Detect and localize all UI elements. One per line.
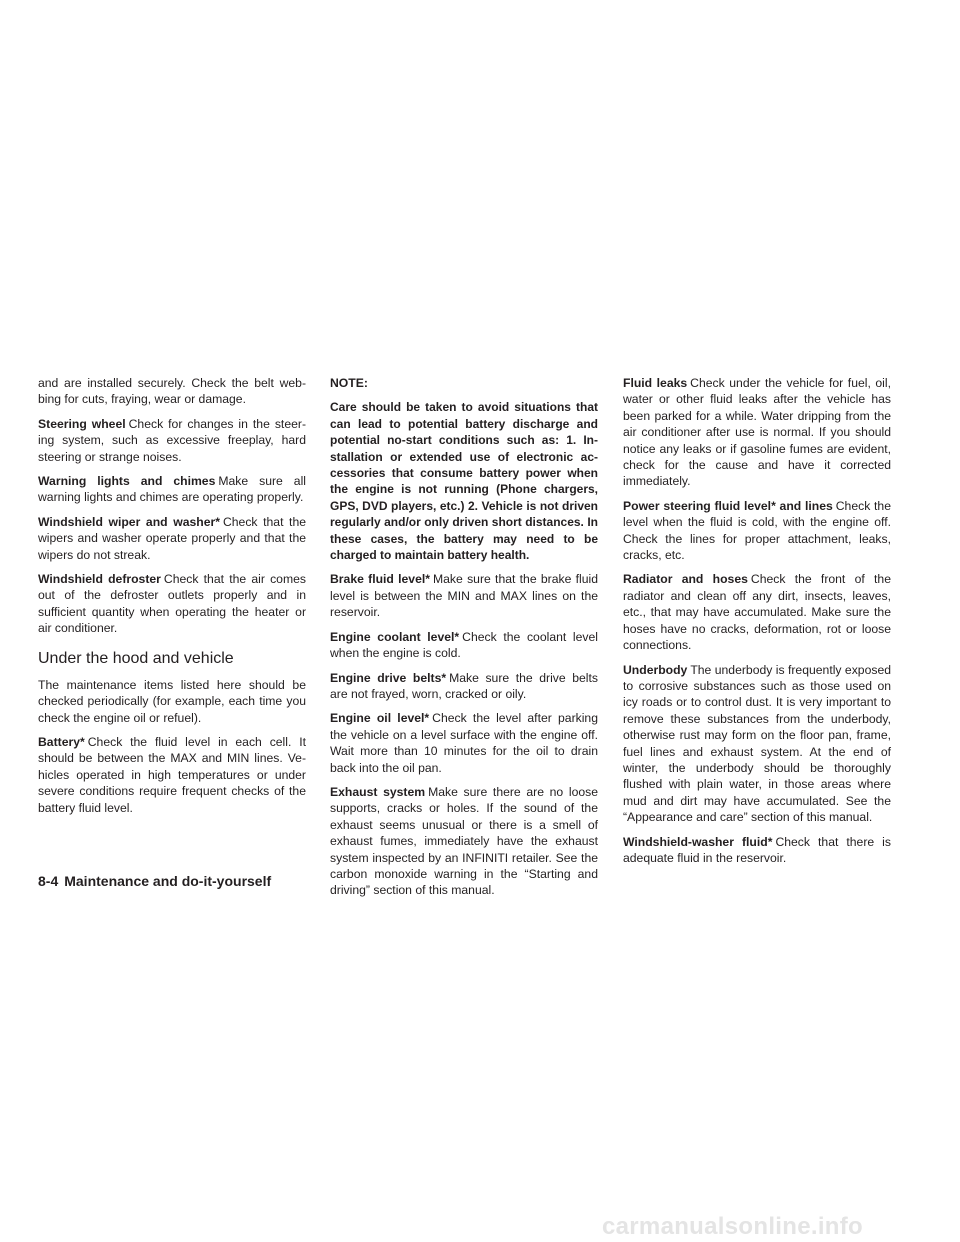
item-engine-drive-belts bbox=[330, 670, 598, 703]
item-title: Engine oil level* bbox=[330, 711, 430, 726]
footer-section-title: Maintenance and do-it-yourself bbox=[64, 873, 272, 889]
item-text: Check the coolant level when the engine is cold. bbox=[330, 629, 598, 661]
item-steering-wheel bbox=[38, 416, 306, 465]
column-1 bbox=[38, 375, 306, 824]
column-2 bbox=[330, 375, 598, 907]
item-text: Check for changes in the steering system, such as excessive freeplay, hard steering or strange noises. bbox=[38, 416, 306, 464]
item-exhaust-system bbox=[330, 784, 598, 899]
continued-paragraph: and are installed securely. Check the belt webbing for cuts, fraying, wear or damage. bbox=[38, 376, 306, 407]
item-text: Make sure all warning lights and chimes are operating properly. bbox=[38, 474, 306, 505]
item-windshield-wiper bbox=[38, 514, 306, 563]
item-text: Check the fluid level in each cell. It should be between the MAX and MIN lines. Vehicles operated in high temperatures or under severe conditions require frequent checks of the battery fluid level. bbox=[38, 734, 306, 815]
item-fluid-leaks bbox=[623, 375, 891, 490]
item-engine-oil bbox=[330, 710, 598, 776]
item-text: Make sure the drive belts are not frayed, worn, cracked or oily. bbox=[330, 670, 598, 701]
item-underbody bbox=[623, 662, 891, 826]
page-number: 8-4 bbox=[38, 873, 59, 889]
item-title: Fluid leaks bbox=[623, 376, 688, 390]
item-title: Exhaust system bbox=[330, 784, 426, 799]
item-title: Steering wheel bbox=[38, 416, 126, 431]
item-text: Check the front of the radiator and clean off any dirt, insects, leaves, etc., that may have accumulated. Make sure the hoses have no cracks, deformation, rot or loose connections. bbox=[623, 572, 891, 653]
item-washer-fluid bbox=[623, 834, 891, 867]
item-power-steering bbox=[623, 498, 891, 564]
item-title: Underbody bbox=[623, 662, 688, 677]
item-text: The underbody is frequently exposed to corrosive substances such as those used on icy roads or to control dust. It is very important to remove these substances from the underbody, otherwise rust may form on the floor pan, frame, fuel lines and exhaust system. At the end of winter, the underbody should be thoroughly flushed with plain water, in those areas where mud and dirt may have accumulated. See the “Appearance and care” section of this manual. bbox=[623, 662, 891, 825]
watermark: carmanualsonline.info bbox=[602, 1213, 864, 1240]
item-text: Check under the vehicle for fuel, oil, water or other fluid leaks after the vehicle has been parked for a while. Water dripping from the air conditioner after use is normal. If you should notice any leaks or if gasoline fumes are evident, check for the cause and have it corrected immediately. bbox=[623, 376, 891, 489]
page-footer bbox=[38, 872, 271, 890]
item-title: Power steering fluid level* and lines bbox=[623, 498, 833, 513]
item-text: Check that the wipers and washer operate properly and that the wipers do not streak. bbox=[38, 514, 307, 562]
section-intro: The maintenance items listed here should be checked periodically (for example, each time you check the engine oil or refuel). bbox=[38, 677, 306, 725]
item-title: Warning lights and chimes bbox=[38, 474, 216, 489]
note-text: Care should be taken to avoid situations that can lead to potential battery discharge and potential no-start conditions such as: 1. Installation or extended use of electronic accessories that consume battery power when the engine is not running (Phone chargers, GPS, DVD players, etc.) 2. Vehicle is not driven regularly and/or only driven short distances. In these cases, the battery may need to be charged to maintain battery health. bbox=[330, 400, 598, 563]
item-title: Windshield-washer fluid* bbox=[623, 834, 773, 849]
item-text: Check the level when the fluid is cold, with the engine off. Check the lines for proper attachment, leaks, cracks, etc. bbox=[623, 498, 891, 563]
item-engine-coolant bbox=[330, 629, 598, 662]
item-windshield-defroster bbox=[38, 571, 306, 637]
item-title: Windshield wiper and washer* bbox=[38, 514, 220, 529]
item-title: Engine coolant level* bbox=[330, 629, 460, 644]
item-text: Check that the air comes out of the defroster outlets properly and in sufficient quantity when operating the heater or air conditioner. bbox=[38, 572, 306, 636]
item-title: Radiator and hoses bbox=[623, 572, 748, 587]
item-radiator-hoses bbox=[623, 571, 891, 653]
item-warning-lights bbox=[38, 473, 306, 506]
item-title: Battery* bbox=[38, 734, 85, 749]
item-text: Make sure that the brake fluid level is between the MIN and MAX lines on the reservoir. bbox=[330, 572, 598, 620]
item-text: Make sure there are no loose supports, cracks or holes. If the sound of the exhaust seems unusual or there is a smell of exhaust fumes, immediately have the exhaust system inspected by an INFINITI retailer. See the carbon monoxide warning in the “Starting and driving” section of this manual. bbox=[330, 784, 599, 898]
note-label: NOTE: bbox=[330, 376, 368, 390]
item-battery bbox=[38, 734, 306, 816]
section-heading: Under the hood and vehicle bbox=[38, 649, 234, 667]
item-text: Check that there is adequate fluid in the reservoir. bbox=[623, 834, 891, 865]
item-text: Check the level after parking the vehicle on a level surface with the engine off. Wait more than 10 minutes for the oil to drain back into the oil pan. bbox=[330, 711, 598, 775]
item-title: Windshield defroster bbox=[38, 572, 161, 587]
item-title: Engine drive belts* bbox=[330, 670, 447, 685]
item-title: Brake fluid level* bbox=[330, 572, 430, 587]
column-3 bbox=[623, 375, 891, 874]
item-brake-fluid bbox=[330, 571, 598, 620]
